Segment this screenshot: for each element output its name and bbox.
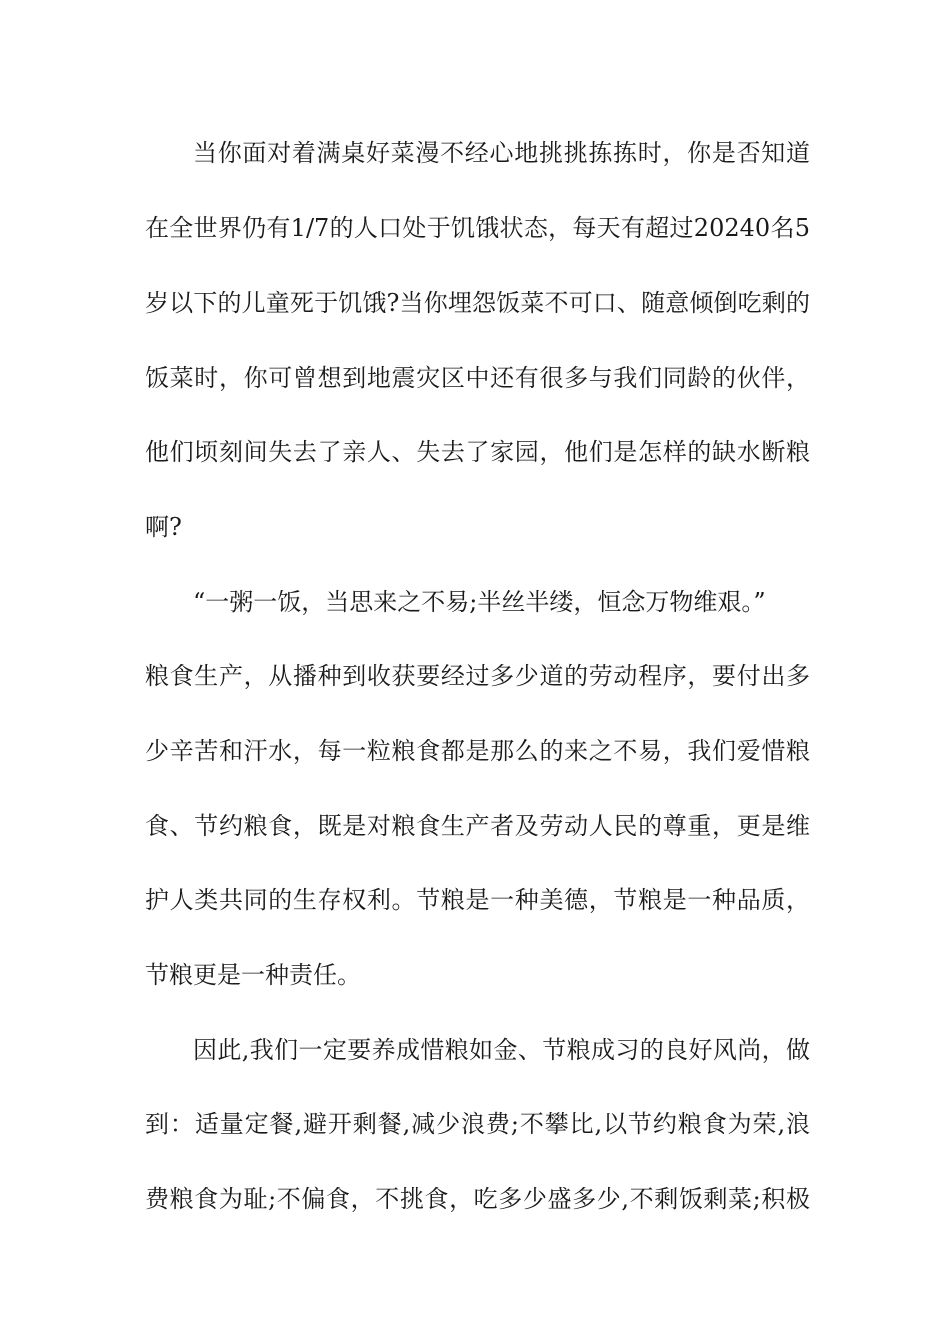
paragraph-1-line-4: 饭菜时，你可曾想到地震灾区中还有很多与我们同龄的伙伴， <box>145 364 810 392</box>
paragraph-1-line-5: 他们顷刻间失去了亲人、失去了家园，他们是怎样的缺水断粮 <box>145 438 810 466</box>
paragraph-1-line-1: 当你面对着满桌好菜漫不经心地挑挑拣拣时，你是否知道 <box>193 139 810 167</box>
paragraph-2-line-6: 节粮更是一种责任。 <box>145 961 361 989</box>
paragraph-1-line-3: 岁以下的儿童死于饥饿?当你埋怨饭菜不可口、随意倾倒吃剩的 <box>145 289 810 317</box>
paragraph-1-line-6: 啊? <box>145 513 182 541</box>
paragraph-2-line-1: “一粥一饭，当思来之不易;半丝半缕，恒念万物维艰。” <box>193 588 766 616</box>
paragraph-1-line-2: 在全世界仍有1/7的人口处于饥饿状态，每天有超过20240名5 <box>145 214 810 242</box>
paragraph-2-line-3: 少辛苦和汗水，每一粒粮食都是那么的来之不易，我们爱惜粮 <box>145 737 810 765</box>
paragraph-3-line-3: 费粮食为耻;不偏食，不挑食，吃多少盛多少,不剩饭剩菜;积极 <box>145 1185 810 1213</box>
paragraph-3-line-2: 到：适量定餐,避开剩餐,减少浪费;不攀比,以节约粮食为荣,浪 <box>145 1110 810 1138</box>
paragraph-3-line-1: 因此,我们一定要养成惜粮如金、节粮成习的良好风尚，做 <box>193 1036 810 1064</box>
paragraph-2-line-5: 护人类共同的生存权利。节粮是一种美德，节粮是一种品质， <box>145 886 810 914</box>
paragraph-2-line-2: 粮食生产，从播种到收获要经过多少道的劳动程序，要付出多 <box>145 662 810 690</box>
paragraph-2-line-4: 食、节约粮食，既是对粮食生产者及劳动人民的尊重，更是维 <box>145 812 810 840</box>
